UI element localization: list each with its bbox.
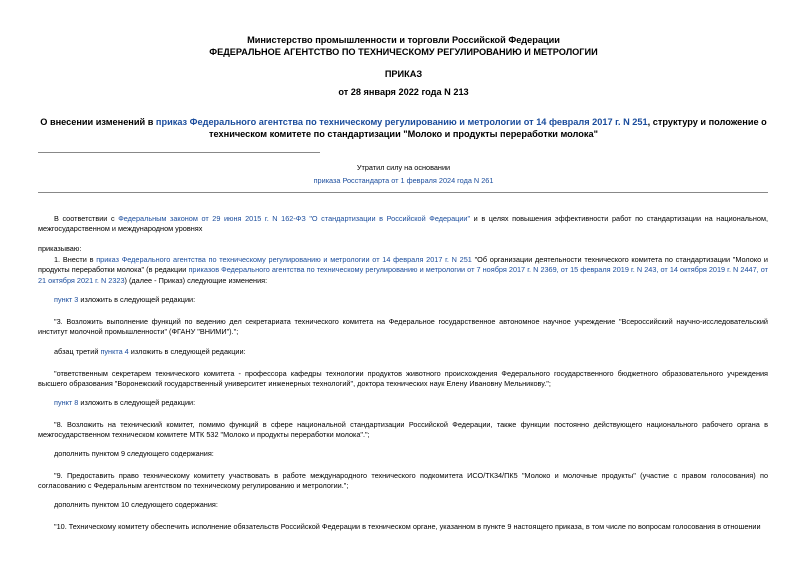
point-8-link[interactable]: пункт 8 xyxy=(54,398,79,407)
paragraph-point4-intro xyxy=(38,347,768,357)
item1-text-1: 1. Внести в xyxy=(54,255,97,264)
paragraph-item-1 xyxy=(38,255,768,286)
item1-text-2: "Об организации деятельности технического комитета по стандартизации "Молоко и продукты переработки молока" xyxy=(38,255,768,275)
status-note: Утратил силу на основании xyxy=(356,163,451,172)
item1-text-4: ) (далее - Приказ) следующие изменения: xyxy=(124,275,268,285)
point8-intro-text: изложить в следующей редакции: xyxy=(78,398,196,407)
separator-short xyxy=(38,152,320,153)
point4-intro-text-1: абзац третий xyxy=(54,347,101,356)
item1-text-3: (в редакции xyxy=(144,265,189,275)
document-type: ПРИКАЗ xyxy=(384,69,423,79)
order-251-link[interactable]: приказ Федерального агентства по техническому регулированию и метрологии от 14 февраля 2017 г. N 251 xyxy=(96,255,472,264)
amending-orders-link[interactable]: приказов Федерального агентства по техническому регулированию и метрологии от 7 ноября 2017 г. N 2369, от 15 февраля 2019 г. N 243, от 14 октября 2019 г. N 2447, от 21 октября 2021 г. N 2323 xyxy=(38,265,769,285)
document-date: от 28 января 2022 года N 213 xyxy=(338,87,469,97)
preamble-text-1: В соответствии с xyxy=(54,214,119,223)
title-suffix: , структуру и положение о техническом комитете по стандартизации "Молоко и продукты переработки молока" xyxy=(209,117,767,139)
point-3-link[interactable]: пункт 3 xyxy=(54,295,79,304)
point3-intro-text: изложить в следующей редакции: xyxy=(78,295,196,304)
paragraph-point8-intro xyxy=(38,398,768,408)
paragraph-point3-text: "3. Возложить выполнение функций по ведению дел секретариата технического комитета на Федеральное государственное автономное научное учреждение "Всероссийский научно-исследовательский институт молочной промышленности" (ФГАНУ "ВНИМИ")."; xyxy=(38,317,768,337)
ministry-name: Министерство промышленности и торговли Российской Федерации xyxy=(247,35,560,45)
title-prefix: О внесении изменений в xyxy=(40,117,156,127)
paragraph-point9-text: "9. Предоставить право техническому комитету участвовать в работе международного технического подкомитета ИСО/ТК34/ПК5 "Молоко и молочные продукты" (участие с правом голосования) по согласованию с Федеральным агентством по техническому регулированию и метрологии."; xyxy=(38,471,768,491)
paragraph-point3-intro xyxy=(38,295,768,305)
title-order-link[interactable]: приказ Федерального агентства по техническому регулированию и метрологии от 14 февраля 2017 г. N 251 xyxy=(155,117,648,127)
paragraph-point4-text: "ответственным секретарем технического комитета - профессора кафедры технологии продуктов животного происхождения Федерального государственного бюджетного образовательного учреждения высшего образования "Воронежский государственный университет инженерных технологий", доктора технических наук Елену Ивановну Мельникову."; xyxy=(38,369,768,389)
separator-long xyxy=(38,192,768,193)
paragraph-add-point10: дополнить пунктом 10 следующего содержания: xyxy=(54,500,218,509)
paragraph-point8-text: "8. Возложить на технический комитет, помимо функций в сфере национальной стандартизации Российской Федерации, также функции постоянно действующего национального рабочего органа в межгосударственном техническом комитете МТК 532 "Молоко и продукты переработки молока"."; xyxy=(38,420,768,440)
document-title xyxy=(40,116,767,140)
paragraph-preamble xyxy=(38,214,768,235)
paragraph-add-point9: дополнить пунктом 9 следующего содержания: xyxy=(54,449,214,458)
federal-law-link[interactable]: Федеральным законом от 29 июня 2015 г. N 162-ФЗ "О стандартизации в Российской Федерации" xyxy=(118,214,471,223)
agency-name: ФЕДЕРАЛЬНОЕ АГЕНТСТВО ПО ТЕХНИЧЕСКОМУ РЕГУЛИРОВАНИЮ И МЕТРОЛОГИИ xyxy=(209,47,598,57)
status-note-link[interactable]: приказа Росстандарта от 1 февраля 2024 года N 261 xyxy=(313,176,494,185)
point4-intro-text-2: изложить в следующей редакции: xyxy=(128,347,246,356)
paragraph-point10-text: "10. Техническому комитету обеспечить исполнение обязательств Российской Федерации в техническом органе, указанном в пункте 9 настоящего приказа, в том числе по вопросам голосования в отношении xyxy=(54,522,761,531)
paragraph-order-word: приказываю: xyxy=(38,244,82,253)
preamble-text-2: и в целях повышения эффективности работ по стандартизации на национальном, межгосударственном и международном уровнях xyxy=(38,214,768,234)
point-4-link[interactable]: пункта 4 xyxy=(100,347,129,356)
